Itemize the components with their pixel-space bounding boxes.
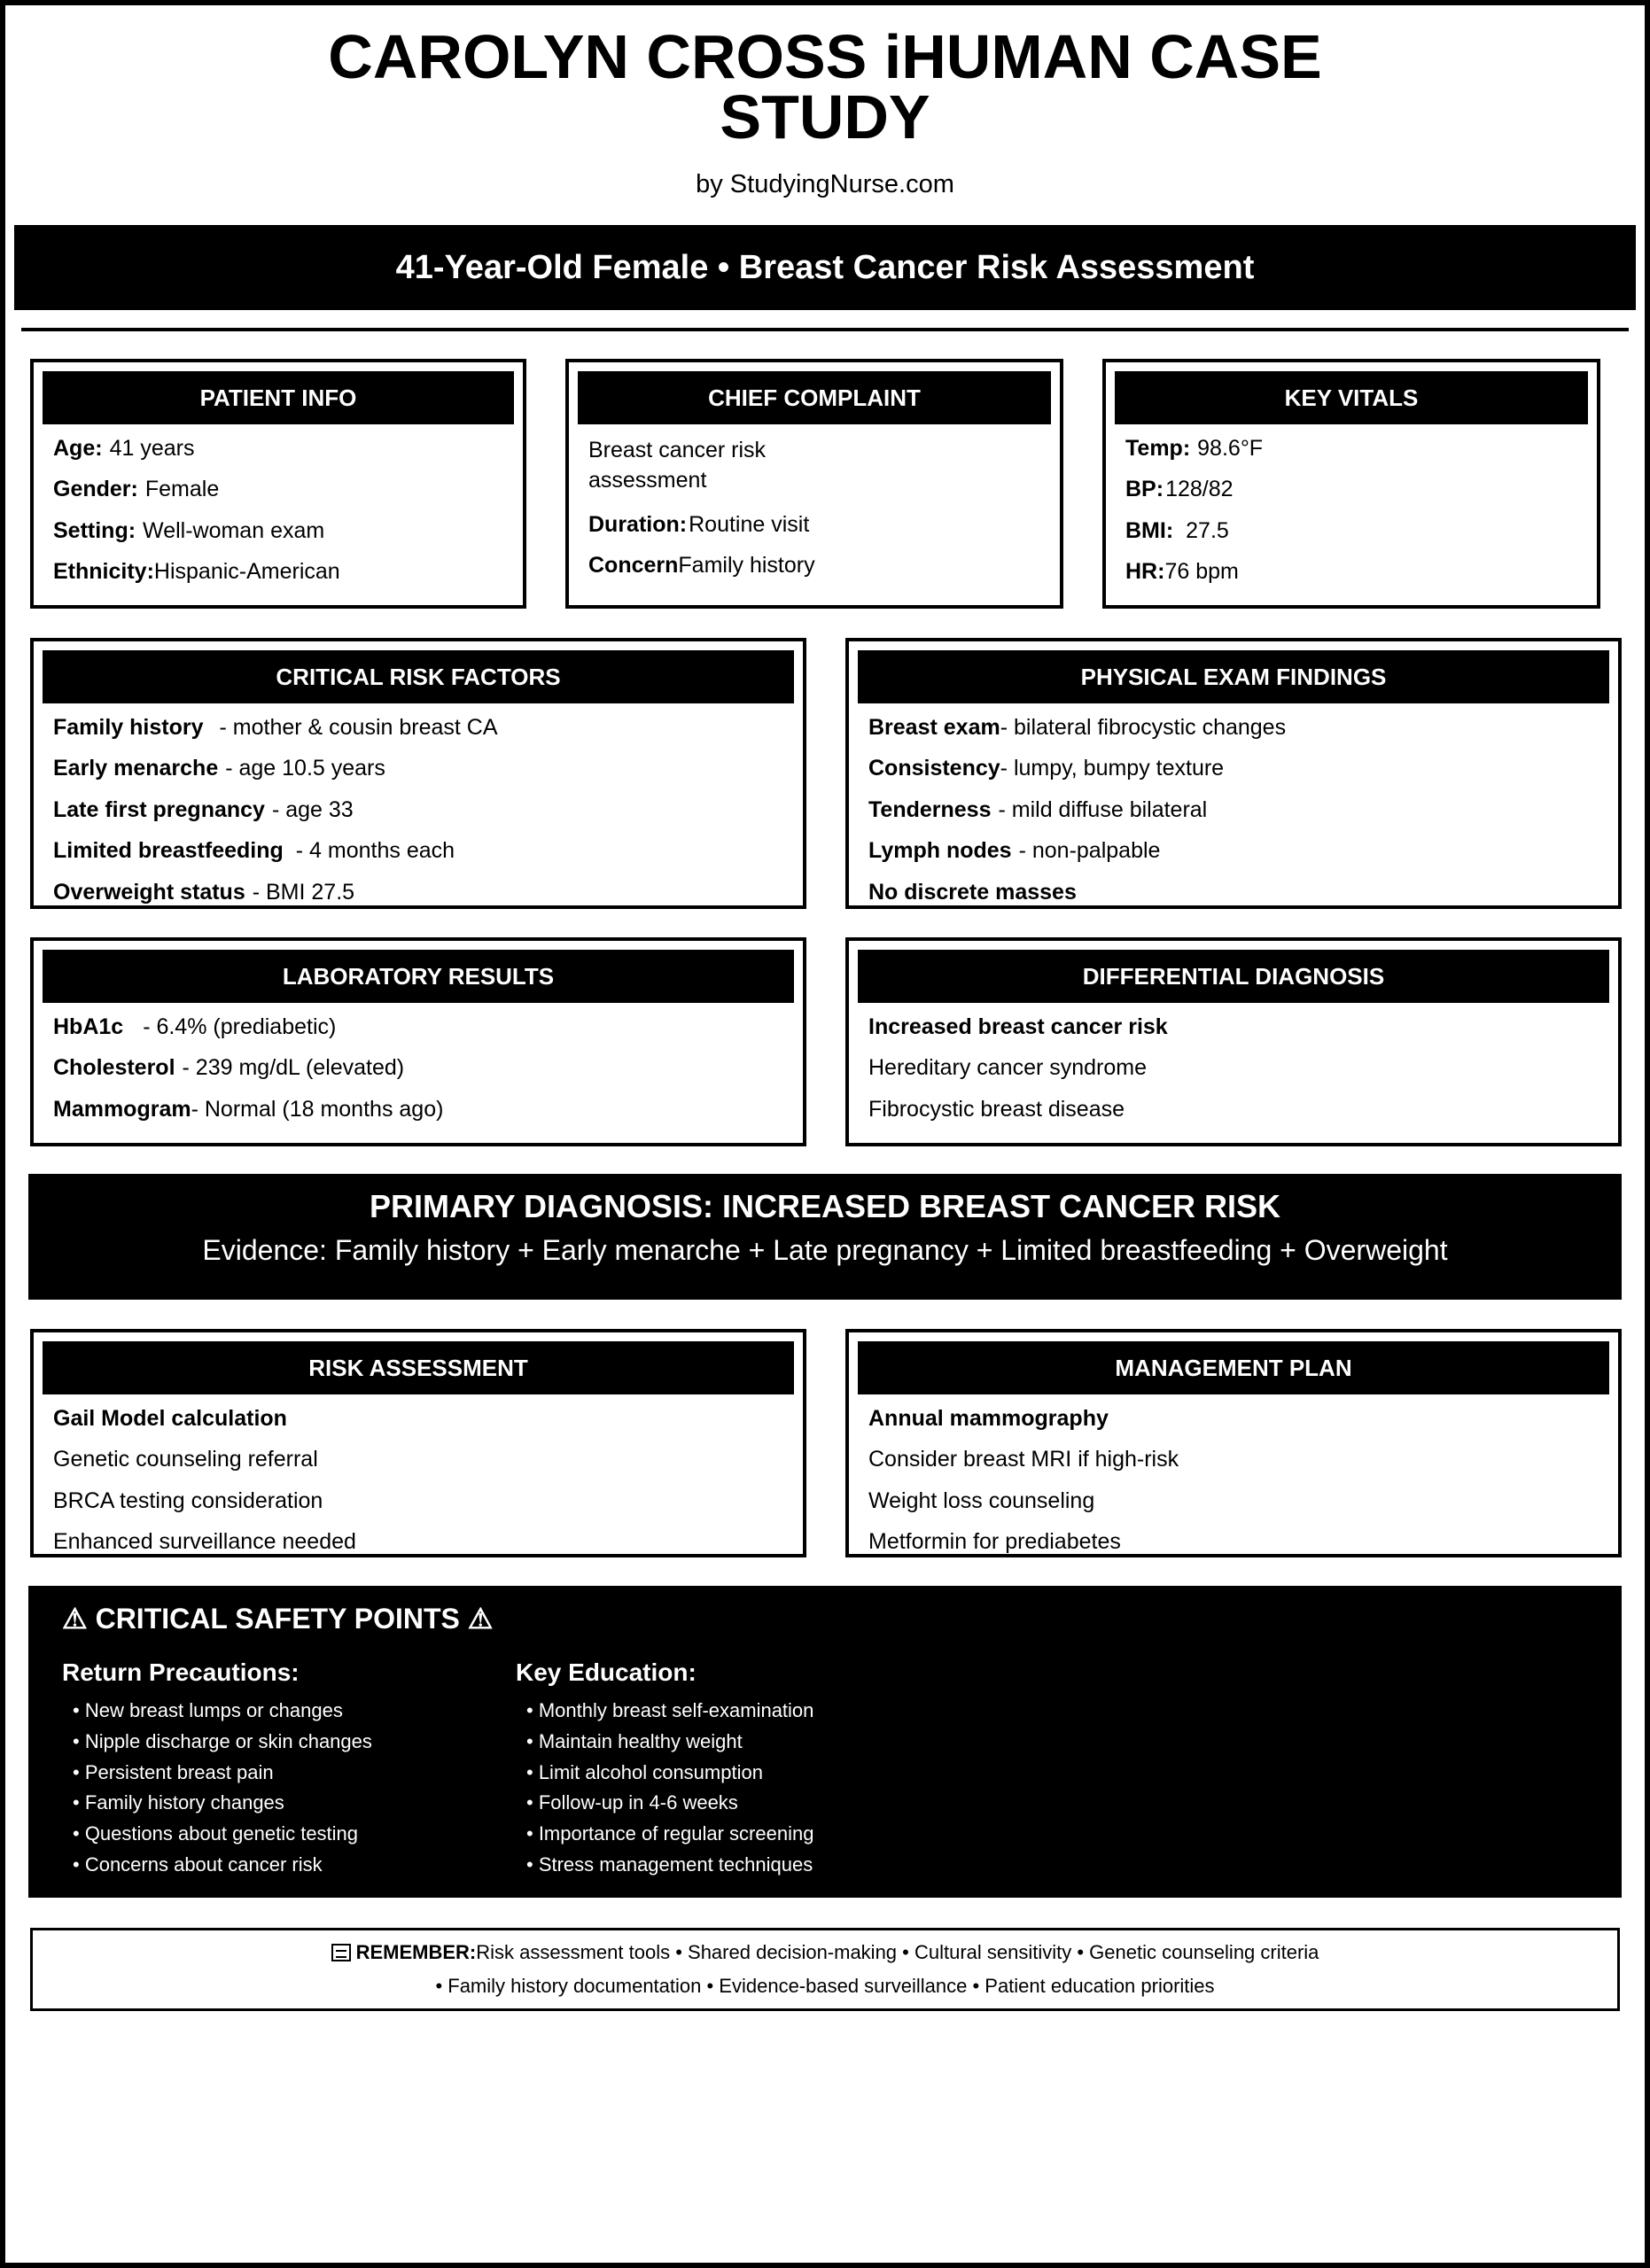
risk-factor-row bbox=[53, 707, 803, 749]
list-item: • Persistent breast pain bbox=[73, 1760, 274, 1783]
exam-row: No discrete masses bbox=[868, 879, 1077, 905]
byline: by StudyingNurse.com bbox=[696, 170, 954, 198]
row-label: Breast exam bbox=[868, 714, 1000, 740]
differential-item: Fibrocystic breast disease bbox=[868, 1096, 1125, 1122]
management-item: Metformin for prediabetes bbox=[868, 1529, 1121, 1555]
key-vitals-heading: KEY VITALS bbox=[1115, 371, 1588, 424]
row-value: - mild diffuse bilateral bbox=[998, 796, 1208, 822]
remember-line-1 bbox=[33, 1941, 1617, 1964]
vital-row bbox=[1125, 470, 1597, 511]
lab-row bbox=[53, 1089, 803, 1130]
row-value: 128/82 bbox=[1165, 477, 1234, 502]
lab-results-card bbox=[30, 937, 806, 1146]
row-label: Overweight status bbox=[53, 879, 245, 905]
management-item: Annual mammography bbox=[868, 1405, 1109, 1431]
management-plan-card bbox=[845, 1329, 1622, 1557]
risk-assessment-item: Genetic counseling referral bbox=[53, 1447, 318, 1472]
risk-assessment-card bbox=[30, 1329, 806, 1557]
risk-assessment-heading: RISK ASSESSMENT bbox=[43, 1341, 794, 1394]
vital-row bbox=[1125, 428, 1597, 470]
differential-item: Hereditary cancer syndrome bbox=[868, 1055, 1148, 1081]
row-label: Setting: bbox=[53, 517, 136, 543]
list-item: • Limit alcohol consumption bbox=[526, 1760, 763, 1783]
chief-complaint-row bbox=[588, 546, 1060, 587]
row-value: - Normal (18 months ago) bbox=[191, 1096, 444, 1122]
page-title bbox=[0, 22, 1650, 151]
row-value: 27.5 bbox=[1186, 517, 1229, 543]
row-label: Duration: bbox=[588, 511, 688, 537]
row-value: Family history bbox=[678, 553, 815, 579]
row-value: - mother & cousin breast CA bbox=[219, 714, 498, 740]
safety-heading: ⚠ CRITICAL SAFETY POINTS ⚠ bbox=[62, 1603, 494, 1635]
primary-diagnosis-heading: PRIMARY DIAGNOSIS: INCREASED BREAST CANCER RISK bbox=[369, 1188, 1281, 1224]
row-value: 98.6°F bbox=[1197, 435, 1264, 461]
list-item: • Questions about genetic testing bbox=[73, 1822, 359, 1845]
row-label: BP: bbox=[1125, 477, 1164, 502]
exam-row bbox=[868, 789, 1618, 831]
row-value: - 239 mg/dL (elevated) bbox=[182, 1055, 405, 1081]
memo-icon bbox=[331, 1944, 351, 1961]
vital-row bbox=[1125, 510, 1597, 552]
row-label: HbA1c bbox=[53, 1014, 124, 1039]
patient-info-heading: PATIENT INFO bbox=[43, 371, 514, 424]
row-label: Late first pregnancy bbox=[53, 796, 265, 822]
row-label: Cholesterol bbox=[53, 1055, 175, 1081]
row-value: Well-woman exam bbox=[143, 517, 325, 543]
lab-row bbox=[53, 1048, 803, 1090]
list-item: • Importance of regular screening bbox=[526, 1822, 814, 1845]
remember-label: REMEMBER: bbox=[355, 1941, 477, 1963]
row-label: HR: bbox=[1125, 559, 1165, 585]
list-item: • Family history changes bbox=[73, 1791, 284, 1814]
lab-results-heading: LABORATORY RESULTS bbox=[43, 950, 794, 1003]
row-value: 41 years bbox=[109, 435, 195, 461]
row-value: - bilateral fibrocystic changes bbox=[1000, 714, 1287, 740]
return-precautions-heading: Return Precautions: bbox=[62, 1658, 300, 1686]
row-label: Lymph nodes bbox=[868, 838, 1012, 864]
key-education-heading: Key Education: bbox=[516, 1658, 697, 1686]
list-item: • Concerns about cancer risk bbox=[73, 1852, 323, 1876]
row-value: - BMI 27.5 bbox=[252, 879, 355, 905]
risk-factors-heading: CRITICAL RISK FACTORS bbox=[43, 650, 794, 703]
differential-card bbox=[845, 937, 1622, 1146]
row-label: Gender: bbox=[53, 477, 138, 502]
row-value: Female bbox=[144, 477, 220, 502]
row-label: Limited breastfeeding bbox=[53, 838, 284, 864]
row-label: Consistency bbox=[868, 756, 1000, 781]
patient-info-row bbox=[53, 552, 523, 594]
management-plan-heading: MANAGEMENT PLAN bbox=[858, 1341, 1609, 1394]
title-line-1: CAROLYN CROSS iHUMAN CASE bbox=[328, 22, 1322, 91]
divider bbox=[21, 328, 1629, 331]
remember-line-2: • Family history documentation • Evidence-based surveillance • Patient education priorities bbox=[435, 1975, 1215, 1997]
row-label: BMI: bbox=[1125, 517, 1174, 543]
physical-exam-card bbox=[845, 638, 1622, 909]
differential-item: Increased breast cancer risk bbox=[868, 1014, 1168, 1039]
key-education-column bbox=[516, 1658, 813, 1884]
management-item: Weight loss counseling bbox=[868, 1487, 1095, 1513]
row-value: - age 33 bbox=[271, 796, 354, 822]
remember-text: Risk assessment tools • Shared decision-making • Cultural sensitivity • Genetic counseling criteria bbox=[476, 1941, 1319, 1963]
risk-factor-row bbox=[53, 872, 803, 913]
list-item: • Maintain healthy weight bbox=[526, 1729, 743, 1752]
patient-info-row bbox=[53, 428, 523, 470]
differential-heading: DIFFERENTIAL DIAGNOSIS bbox=[858, 950, 1609, 1003]
patient-info-row bbox=[53, 510, 523, 552]
key-vitals-card bbox=[1102, 359, 1600, 609]
risk-factor-row bbox=[53, 789, 803, 831]
row-label: Age: bbox=[53, 435, 103, 461]
primary-diagnosis-box bbox=[28, 1174, 1622, 1300]
patient-info-row bbox=[53, 470, 523, 511]
patient-info-card bbox=[30, 359, 526, 609]
row-label: Early menarche bbox=[53, 756, 219, 781]
list-item: • New breast lumps or changes bbox=[73, 1699, 343, 1721]
row-label: Family history bbox=[53, 714, 204, 740]
return-precautions-column bbox=[62, 1658, 372, 1884]
exam-row bbox=[868, 831, 1618, 873]
list-item: • Nipple discharge or skin changes bbox=[73, 1729, 372, 1752]
risk-factors-card bbox=[30, 638, 806, 909]
chief-complaint-row bbox=[588, 504, 1060, 546]
row-value: - 6.4% (prediabetic) bbox=[143, 1014, 337, 1039]
row-value: - 4 months each bbox=[295, 838, 455, 864]
row-label: Concern bbox=[588, 553, 679, 579]
row-value: Hispanic-American bbox=[153, 559, 340, 585]
exam-row bbox=[868, 707, 1618, 749]
risk-assessment-item: Gail Model calculation bbox=[53, 1405, 287, 1431]
complaint-line: Breast cancer risk bbox=[588, 438, 767, 462]
list-item: • Monthly breast self-examination bbox=[526, 1699, 814, 1721]
row-value: - non-palpable bbox=[1018, 838, 1161, 864]
row-label: Ethnicity: bbox=[53, 559, 154, 585]
risk-factor-row bbox=[53, 831, 803, 873]
case-banner: 41-Year-Old Female • Breast Cancer Risk Assessment bbox=[14, 225, 1636, 310]
row-value: 76 bpm bbox=[1164, 559, 1239, 585]
primary-diagnosis-evidence: Evidence: Family history + Early menarche + Late pregnancy + Limited breastfeeding + Overweight bbox=[202, 1234, 1448, 1266]
management-item: Consider breast MRI if high-risk bbox=[868, 1447, 1179, 1472]
row-value: Routine visit bbox=[689, 511, 810, 537]
row-label: Temp: bbox=[1125, 435, 1191, 461]
row-label: Tenderness bbox=[868, 796, 992, 822]
remember-box bbox=[30, 1928, 1620, 2011]
physical-exam-heading: PHYSICAL EXAM FINDINGS bbox=[858, 650, 1609, 703]
chief-complaint-text bbox=[588, 428, 1060, 504]
row-value: - age 10.5 years bbox=[225, 756, 385, 781]
list-item: • Stress management techniques bbox=[526, 1852, 813, 1876]
list-item: • Follow-up in 4-6 weeks bbox=[526, 1791, 738, 1814]
chief-complaint-card bbox=[565, 359, 1063, 609]
safety-points-box bbox=[28, 1586, 1622, 1898]
row-value: - lumpy, bumpy texture bbox=[1000, 756, 1225, 781]
vital-row bbox=[1125, 552, 1597, 594]
risk-assessment-item: Enhanced surveillance needed bbox=[53, 1529, 356, 1555]
risk-assessment-item: BRCA testing consideration bbox=[53, 1487, 323, 1513]
risk-factor-row bbox=[53, 749, 803, 790]
chief-complaint-heading: CHIEF COMPLAINT bbox=[578, 371, 1051, 424]
complaint-line: assessment bbox=[588, 468, 707, 493]
lab-row bbox=[53, 1006, 803, 1048]
title-line-2: STUDY bbox=[720, 82, 930, 151]
exam-row bbox=[868, 749, 1618, 790]
row-label: Mammogram bbox=[53, 1096, 191, 1122]
